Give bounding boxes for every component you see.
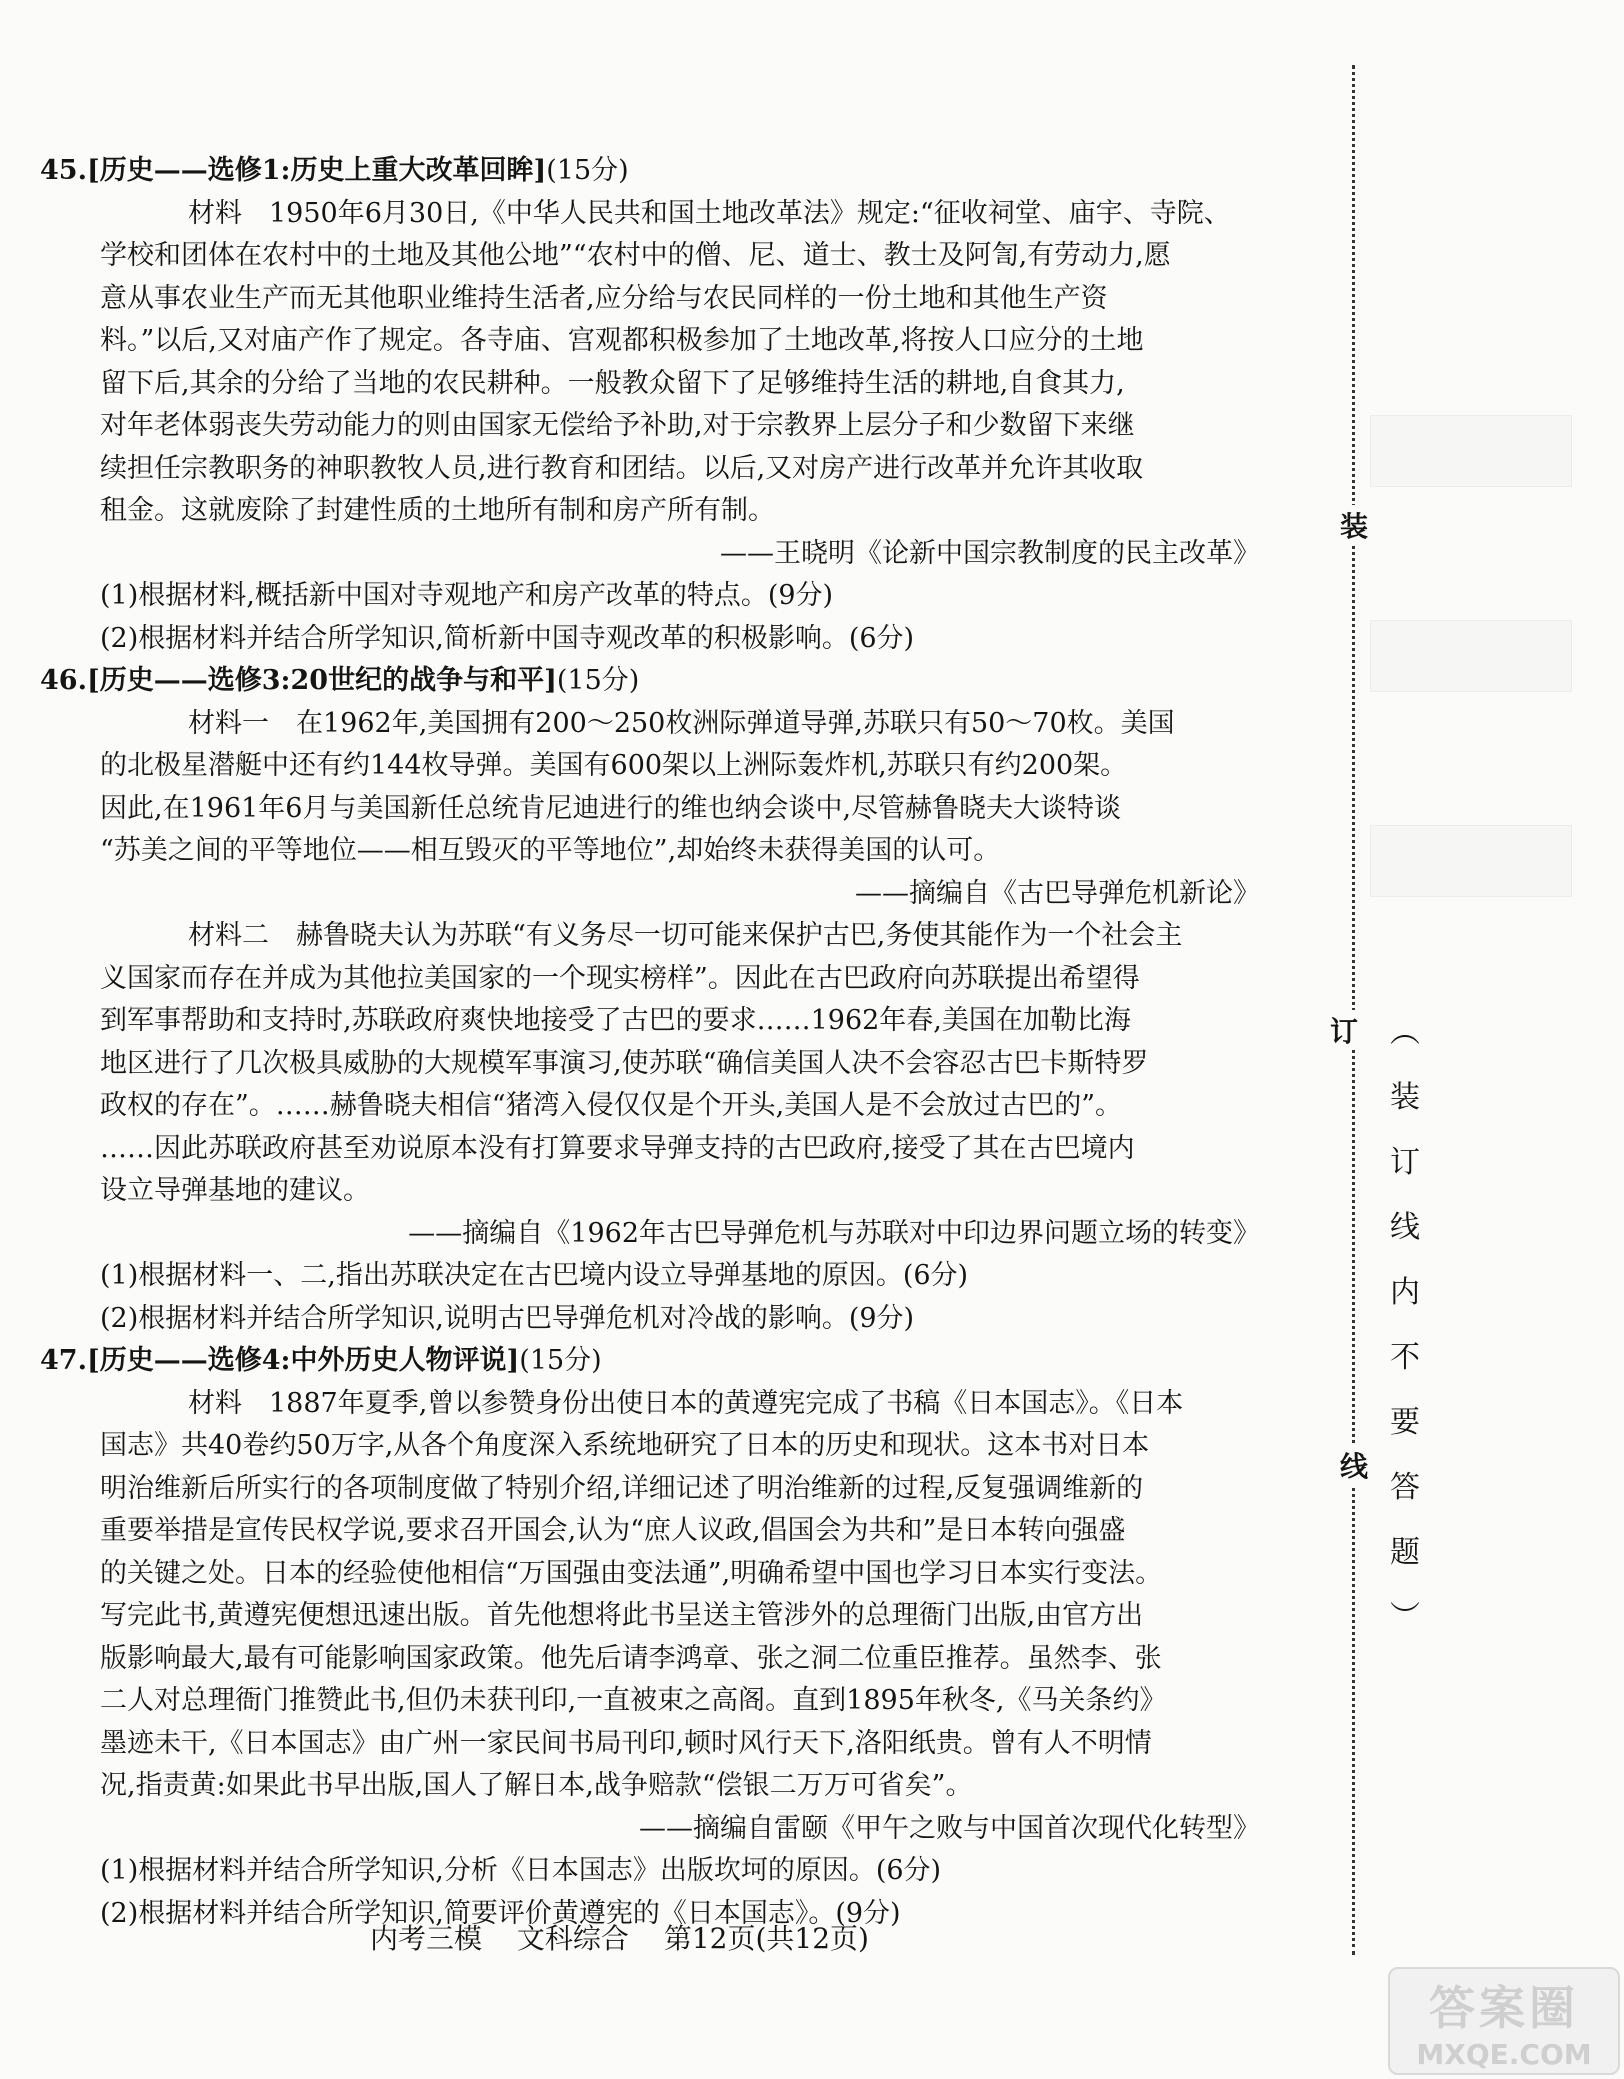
material-source: ——摘编自《1962年古巴导弹危机与苏联对中印边界问题立场的转变》: [408, 1217, 1260, 1249]
material-line: “苏美之间的平等地位——相互毁灭的平等地位”,却始终未获得美国的认可。: [100, 835, 1001, 866]
material-line: 国志》共40卷约50万字,从各个角度深入系统地研究了日本的历史和现状。这本书对日本: [100, 1430, 1150, 1461]
sub-question: (2)根据材料并结合所学知识,简要评价黄遵宪的《日本国志》。(9分): [100, 1897, 901, 1929]
notice-char: 题: [1390, 1535, 1420, 1570]
binding-char-zhuang: 装: [1340, 505, 1368, 545]
notice-char: 订: [1390, 1145, 1420, 1180]
material-line: 对年老体弱丧失劳动能力的则由国家无偿给予补助,对于宗教界上层分子和少数留下来继: [100, 410, 1135, 441]
sub-question: (1)根据材料一、二,指出苏联决定在古巴境内设立导弹基地的原因。(6分): [100, 1260, 969, 1291]
page-footer: [370, 1917, 895, 1957]
sub-question: (2)根据材料并结合所学知识,说明古巴导弹危机对冷战的影响。(9分): [100, 1302, 915, 1334]
material-line: 版影响最大,最有可能影响国家政策。他先后请李鸿章、张之洞二位重臣推荐。虽然李、张: [100, 1642, 1162, 1674]
material-line: 的关键之处。日本的经验使他相信“万国强由变法通”,明确希望中国也学习日本实行变法。: [100, 1557, 1163, 1589]
material-line: 留下后,其余的分给了当地的农民耕种。一般教众留下了足够维持生活的耕地,自食其力,: [100, 367, 1125, 399]
notice-char: 要: [1390, 1405, 1420, 1440]
material-line: 义国家而存在并成为其他拉美国家的一个现实榜样”。因此在古巴政府向苏联提出希望得: [100, 962, 1140, 994]
question-title: [40, 1340, 1260, 1383]
material-line: 二人对总理衙门推赞此书,但仍未获刊印,一直被束之高阁。直到1895年秋冬,《马关条约》: [100, 1685, 1167, 1716]
material-line: 意从事农业生产而无其他职业维持生活者,应分给与农民同样的一份土地和其他生产资: [100, 282, 1108, 314]
notice-char: ︶: [1390, 1600, 1420, 1635]
score-text: (15分): [546, 155, 629, 186]
material-source: ——王晓明《论新中国宗教制度的民主改革》: [720, 537, 1260, 569]
watermark-logo: [1388, 1967, 1620, 2075]
material-line: 的北极星潜艇中还有约144枚导弹。美国有600架以上洲际轰炸机,苏联只有约200架。: [100, 750, 1128, 781]
question-47: [40, 1340, 1260, 1935]
title-text: 45.[历史——选修1:历史上重大改革回眸]: [40, 155, 547, 186]
material-line: 墨迹未干,《日本国志》由广州一家民间书局刊印,顿时风行天下,洛阳纸贵。曾有人不明情: [100, 1727, 1152, 1759]
material-line: 学校和团体在农村中的土地及其他公地”“农村中的僧、尼、道士、教士及阿訇,有劳动力,愿: [100, 240, 1171, 271]
material-line: 设立导弹基地的建议。: [100, 1175, 370, 1206]
question-title: [40, 150, 1260, 193]
material-line: ……因此苏联政府甚至劝说原本没有打算要求导弹支持的古巴政府,接受了其在古巴境内: [100, 1132, 1135, 1164]
title-text: 46.[历史——选修3:20世纪的战争与和平]: [40, 665, 557, 696]
footer-exam: 内考三模: [370, 1922, 483, 1955]
material-source: ——摘编自《古巴导弹危机新论》: [855, 877, 1260, 909]
material-line: 材料一 在1962年,美国拥有200～250枚洲际弹道导弹,苏联只有50～70枚。美国: [188, 707, 1175, 739]
material-line: 因此,在1961年6月与美国新任总统肯尼迪进行的维也纳会谈中,尽管赫鲁晓夫大谈特谈: [100, 792, 1122, 824]
question-46: [40, 660, 1260, 1340]
faint-box: [1370, 825, 1572, 897]
material-line: 政权的存在”。……赫鲁晓夫相信“猪湾入侵仅仅是个开头,美国人是不会放过古巴的”。: [100, 1090, 1122, 1121]
question-title: [40, 660, 1260, 703]
notice-char: 装: [1390, 1080, 1420, 1115]
material-line: 地区进行了几次极具威胁的大规模军事演习,使苏联“确信美国人决不会容忍古巴卡斯特罗: [100, 1047, 1149, 1079]
score-text: (15分): [519, 1345, 602, 1376]
sub-question: (1)根据材料并结合所学知识,分析《日本国志》出版坎坷的原因。(6分): [100, 1855, 942, 1886]
notice-char: 线: [1390, 1210, 1420, 1245]
material-source: ——摘编自雷颐《甲午之败与中国首次现代化转型》: [639, 1812, 1260, 1844]
title-text: 47.[历史——选修4:中外历史人物评说]: [40, 1345, 520, 1376]
material-line: 材料 1887年夏季,曾以参赞身份出使日本的黄遵宪完成了书稿《日本国志》。《日本: [188, 1387, 1184, 1419]
footer-subject: 文科综合: [516, 1922, 629, 1955]
notice-char: 内: [1390, 1275, 1420, 1310]
footer-page: 第12页(共12页): [663, 1922, 869, 1955]
do-not-answer-notice: [1385, 1000, 1425, 1650]
material-line: 续担任宗教职务的神职教牧人员,进行教育和团结。以后,又对房产进行改革并允许其收取: [100, 452, 1144, 484]
material-line: 料。”以后,又对庙产作了规定。各寺庙、宫观都积极参加了土地改革,将按人口应分的土地: [100, 325, 1144, 356]
binding-char-ding: 订: [1330, 1010, 1358, 1050]
question-45: [40, 150, 1260, 660]
material-line: 况,指责黄:如果此书早出版,国人了解日本,战争赔款“偿银二万万可省矣”。: [100, 1770, 973, 1801]
material-line: 写完此书,黄遵宪便想迅速出版。首先他想将此书呈送主管涉外的总理衙门出版,由官方出: [100, 1600, 1144, 1631]
watermark-line1: 答案圈: [1429, 1980, 1579, 2035]
material-line: 材料二 赫鲁晓夫认为苏联“有义务尽一切可能来保护古巴,务使其能作为一个社会主: [188, 920, 1183, 951]
notice-char: 答: [1390, 1470, 1420, 1505]
material-line: 到军事帮助和支持时,苏联政府爽快地接受了古巴的要求……1962年春,美国在加勒比海: [100, 1005, 1131, 1036]
sub-question: (2)根据材料并结合所学知识,简析新中国寺观改革的积极影响。(6分): [100, 622, 915, 654]
material-line: 材料 1950年6月30日,《中华人民共和国土地改革法》规定:“征收祠堂、庙宇、寺院、: [188, 197, 1231, 229]
faint-box: [1370, 620, 1572, 692]
binding-char-xian: 线: [1340, 1445, 1368, 1485]
material-line: 明治维新后所实行的各项制度做了特别介绍,详细记述了明治维新的过程,反复强调维新的: [100, 1472, 1144, 1504]
material-line: 重要举措是宣传民权学说,要求召开国会,认为“庶人议政,倡国会为共和”是日本转向强盛: [100, 1515, 1126, 1546]
material-line: 租金。这就废除了封建性质的土地所有制和房产所有制。: [100, 495, 775, 526]
faint-box: [1370, 415, 1572, 487]
notice-char: 不: [1390, 1340, 1420, 1375]
exam-content: [40, 150, 1260, 1935]
score-text: (15分): [556, 665, 640, 696]
watermark-line2: MXQE.COM: [1416, 2037, 1592, 2071]
notice-char: ︵: [1390, 1015, 1420, 1050]
sub-question: (1)根据材料,概括新中国对寺观地产和房产改革的特点。(9分): [100, 580, 834, 611]
